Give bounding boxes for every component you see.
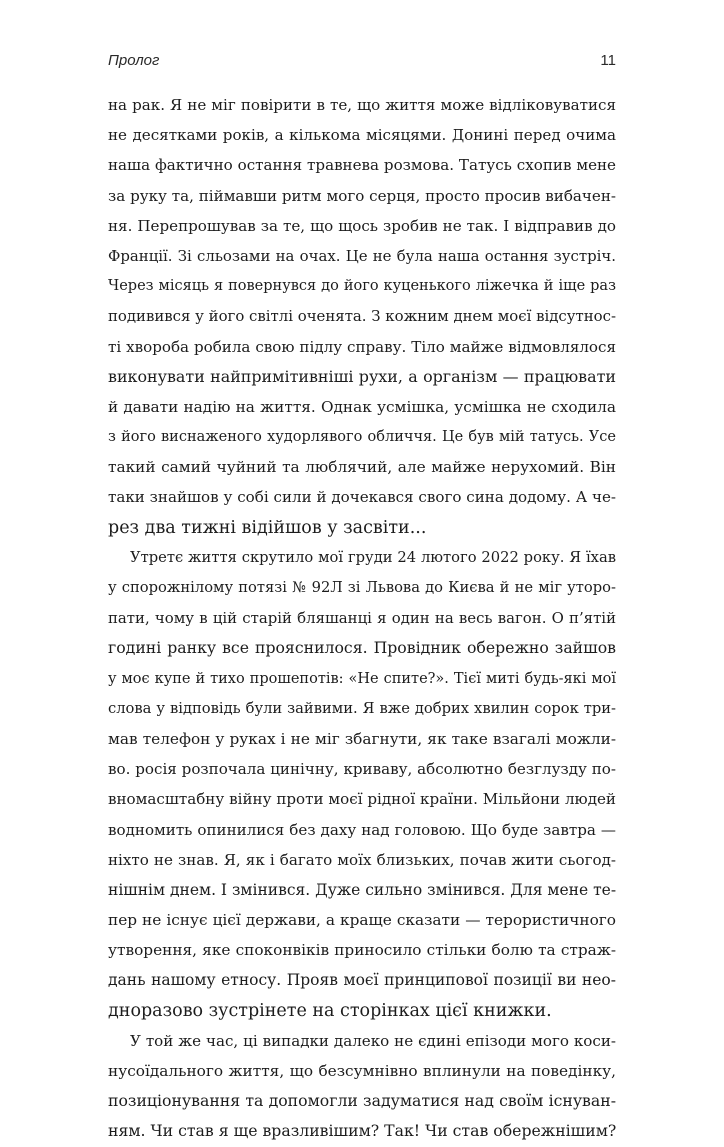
- text-line: такий самий чуйний та люблячий, але майже нерухомий. Він: [108, 458, 616, 477]
- text-line: й давати надію на життя. Однак усмішка, усмішка не сходила: [108, 397, 616, 416]
- text-line: нішнім днем. І змінився. Дуже сильно змінився. Для мене те-: [108, 880, 617, 899]
- text-line: на рак. Я не міг повірити в те, що життя може відліковуватися: [108, 96, 616, 114]
- text-line: ням. Чи став я ще вразливішим? Так! Чи став обережнішим?: [108, 1121, 617, 1141]
- text-line: з його виснаженого худорлявого обличчя. Це був мій татусь. Усе: [108, 429, 616, 446]
- text-line: пер не існує цієї держави, а краще сказати — терористичного: [108, 911, 616, 930]
- text-line: утворення, яке споконвіків приносило стільки болю та страж-: [108, 941, 616, 960]
- text-line: во. росія розпочала цинічну, криваву, абсолютно безглузду по-: [108, 760, 616, 779]
- body-text: [108, 90, 616, 1147]
- text-line: Через місяць я повернувся до його куценького ліжечка й іще раз: [108, 278, 616, 295]
- text-line: водномить опинилися без даху над головою. Що буде завтра —: [108, 820, 616, 839]
- text-line: подивився у його світлі оченята. З кожним днем моєї відсутнос-: [108, 307, 616, 326]
- text-line: у моє купе й тихо прошепотів: «Не спите?». Тієї миті будь-які мої: [108, 670, 616, 687]
- text-line: дноразово зустрінете на сторінках цієї книжки.: [108, 1000, 552, 1021]
- text-line: У той же час, ці випадки далеко не єдині епізоди мого коси-: [130, 1031, 616, 1050]
- text-line: нусоїдального життя, що безсумнівно вплинули на поведінку,: [108, 1062, 616, 1080]
- text-line: Франції. Зі сльозами на очах. Це не була наша остання зустріч.: [108, 246, 616, 265]
- text-line: ті хвороба робила свою підлу справу. Тіло майже відмовлялося: [108, 337, 616, 356]
- text-line: позиціонування та допомогли задуматися над своїм існуван-: [108, 1091, 616, 1111]
- text-line: слова у відповідь були зайвими. Я вже добрих хвилин сорок три-: [108, 699, 616, 717]
- text-line: за руку та, піймавши ритм мого серця, просто просив вибачен-: [108, 186, 616, 205]
- text-line: ня. Перепрошував за те, що щось зробив не так. І відправив до: [108, 216, 616, 235]
- text-line: рез два тижні відійшов у засвіти...: [108, 517, 427, 538]
- text-line: у спорожнілому потязі № 92Л зі Львова до Києва й не міг уторо-: [108, 579, 616, 596]
- text-line: вномасштабну війну проти моєї рідної країни. Мільйони людей: [108, 790, 616, 809]
- text-line: ніхто не знав. Я, як і багато моїх близьких, почав жити сьогод-: [108, 850, 616, 869]
- text-line: пати, чому в цій старій бляшанці я один на весь вагон. О п’ятій: [108, 609, 616, 628]
- text-line: не десятками років, а кількома місяцями. Донині перед очима: [108, 126, 616, 145]
- text-line: виконувати найпримітивніші рухи, а організм — працювати: [108, 366, 616, 386]
- text-line: таки знайшов у собі сили й дочекався свого сина додому. А че-: [108, 488, 616, 507]
- running-head: Пролог: [108, 52, 160, 69]
- text-line: Утретє життя скрутило мої груди 24 лютого 2022 року. Я їхав: [130, 548, 616, 566]
- text-line: мав телефон у руках і не міг збагнути, як таке взагалі можли-: [108, 729, 616, 748]
- page-header: [108, 52, 616, 74]
- page-number: 11: [600, 52, 616, 69]
- text-line: наша фактично остання травнева розмова. Татусь схопив мене: [108, 156, 616, 175]
- text-line: годині ранку все прояснилося. Провідник обережно зайшов: [108, 638, 616, 658]
- text-line: дань нашому етносу. Прояв моєї принципової позиції ви нео-: [108, 971, 616, 990]
